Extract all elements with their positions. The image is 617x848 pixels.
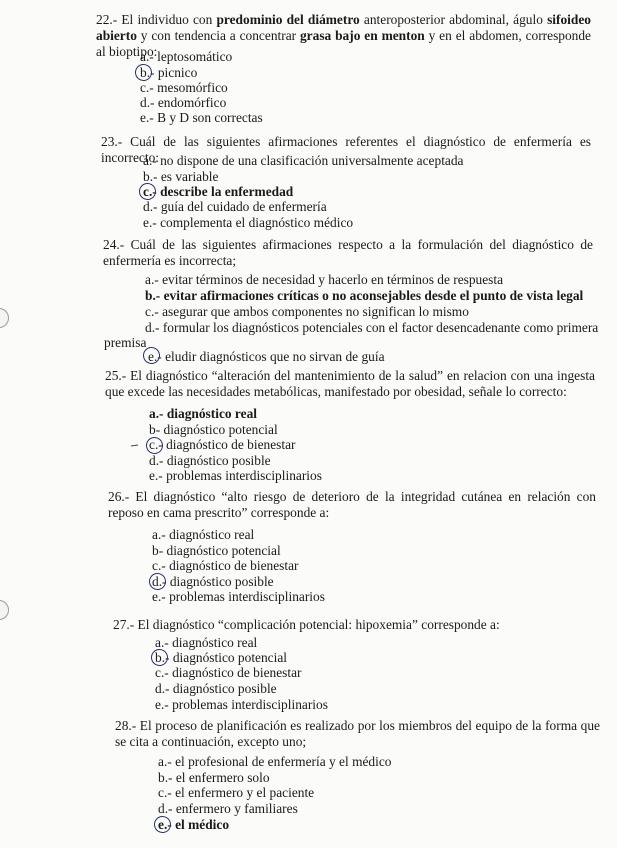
option-c: c.- asegurar que ambos componentes no significan lo mismo: [145, 304, 469, 319]
option-c: c.- describe la enfermedad: [143, 184, 294, 199]
option-e: e.- eludir diagnósticos que no sirvan de guía: [148, 349, 385, 364]
option-b: b.- el enfermero solo: [158, 770, 270, 785]
option-e: e.- B y D son correctas: [140, 110, 263, 125]
question-stem: 22.- El individuo con predominio del diámetro anteroposterior abdominal, águlo sifoideo abierto y con tendencia a concentrar grasa bajo en menton y en el abdomen, corresponde al bioptipo:: [96, 12, 592, 59]
option-d: d.- diagnóstico posible: [155, 681, 277, 696]
question-stem: 28.- El proceso de planificación es realizado por los miembros del equipo de la forma que se cita a continuación, excepto uno;: [115, 718, 600, 749]
option-b: b.- diagnóstico potencial: [155, 650, 288, 665]
option-a: a.- el profesional de enfermería y el médico: [158, 754, 392, 769]
option-b: b.- es variable: [143, 169, 219, 184]
option-b: b- diagnóstico potencial: [152, 543, 281, 558]
option-e: e.- complementa el diagnóstico médico: [143, 215, 354, 230]
option-d: d.- diagnóstico posible: [152, 574, 274, 589]
question-stem: 27.- El diagnóstico “complicación potencial: hipoxemia” corresponde a:: [113, 617, 500, 632]
option-c: c.- diagnóstico de bienestar: [155, 665, 302, 680]
question-stem: 25.- El diagnóstico “alteración del mantenimiento de la salud” en relacion con una ingesta que excede las necesidades metabólicas, manifestado por obesidad, señale lo correcto:: [105, 368, 595, 399]
option-d: d.- formular los diagnósticos potenciales con el factor desencadenante como primera: [145, 320, 599, 335]
option-e: e.- el médico: [158, 817, 230, 832]
option-a: a.- evitar términos de necesidad y hacerlo en términos de respuesta: [145, 272, 504, 287]
option-c: c.- el enfermero y el paciente: [158, 785, 315, 800]
option-d-continued: premisa: [104, 335, 147, 350]
option-a: a.- no dispone de una clasificación universalmente aceptada: [143, 153, 464, 168]
binder-hole: [0, 600, 9, 620]
option-d: d.- enfermero y familiares: [158, 801, 298, 816]
option-e: e.- problemas interdisciplinarios: [152, 589, 325, 604]
option-e: e.- problemas interdisciplinarios: [149, 468, 322, 483]
option-a: a.- diagnóstico real: [149, 406, 257, 421]
option-b: b.- picnico: [140, 65, 198, 80]
question-stem: 26.- El diagnóstico “alto riesgo de deterioro de la integridad cutánea en relación con reposo en cama prescrito” corresponde a:: [108, 489, 596, 520]
binder-hole: [0, 308, 9, 328]
option-a: a.- diagnóstico real: [152, 527, 255, 542]
option-a: a.- diagnóstico real: [155, 635, 258, 650]
option-b: b- diagnóstico potencial: [149, 422, 278, 437]
option-d: d.- endomórfico: [140, 95, 227, 110]
option-c: c.- diagnóstico de bienestar: [152, 558, 299, 573]
question-stem: 23.- Cuál de las siguientes afirmaciones referentes el diagnóstico de enfermería es incorrecto:: [101, 134, 591, 165]
option-b: b.- evitar afirmaciones críticas o no aconsejables desde el punto de vista legal: [145, 288, 584, 303]
option-d: d.- diagnóstico posible: [149, 453, 271, 468]
option-c: c.- diagnóstico de bienestar: [149, 437, 296, 452]
option-a: a.- leptosomático: [140, 49, 233, 64]
question-stem: 24.- Cuál de las siguientes afirmaciones respecto a la formulación del diagnóstico de enfermería es incorrecta;: [103, 237, 593, 268]
option-d: d.- guía del cuidado de enfermería: [143, 199, 327, 214]
option-c: c.- mesomórfico: [140, 80, 228, 95]
margin-tick: [131, 445, 138, 447]
option-e: e.- problemas interdisciplinarios: [155, 697, 328, 712]
